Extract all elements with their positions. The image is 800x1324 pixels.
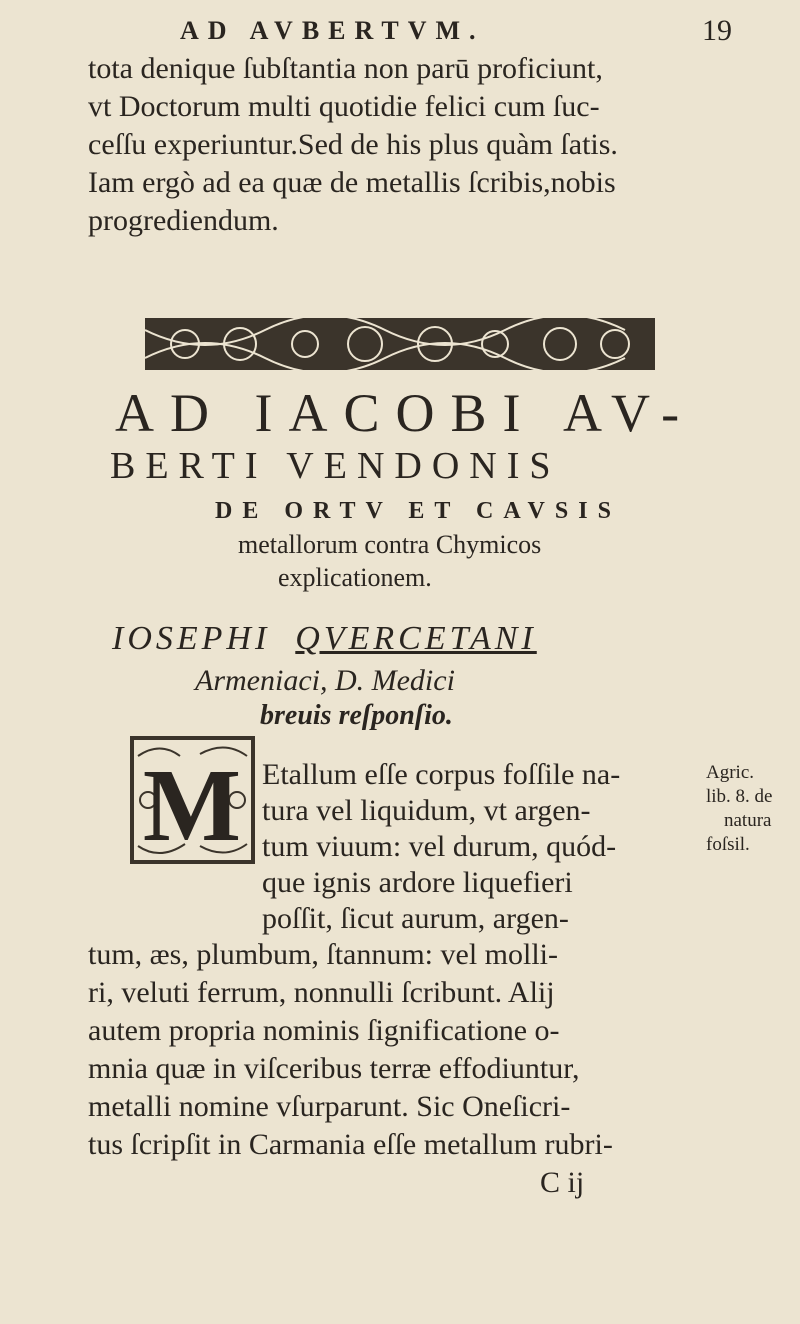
text-line: poſſit, ſicut aurum, argen- (262, 902, 569, 935)
text-line: tum viuum: vel durum, quód- (262, 830, 617, 863)
text-line: Iam ergò ad ea quæ de metallis ſcribis,nobis (88, 166, 616, 199)
author-last: QVERCETANI (295, 620, 537, 657)
text-line: Etallum eſſe corpus foſſile na- (262, 758, 621, 791)
margin-note-line: Agric. (706, 762, 755, 783)
author-line-3: breuis reſponſio. (260, 700, 453, 731)
author-first: IOSEPHI (112, 620, 271, 657)
text-line: tura vel liquidum, vt argen- (262, 794, 591, 827)
title-line-2: BERTI VENDONIS (110, 445, 561, 487)
text-line: tota denique ſubſtantia non parū proficiunt, (88, 52, 603, 85)
margin-note-line: natura (724, 810, 772, 831)
text-line: ri, veluti ferrum, nonnulli ſcribunt. Alij (88, 976, 555, 1009)
author-name (112, 620, 537, 658)
title-line-4: metallorum contra Chymicos (238, 530, 542, 559)
page-number: 19 (702, 14, 732, 47)
text-line: tus ſcripſit in Carmania eſſe metallum rubri- (88, 1128, 613, 1161)
margin-note-line: foſsil. (706, 834, 750, 855)
title-line-5: explicationem. (278, 563, 432, 592)
headpiece-ornament (145, 318, 655, 370)
title-line-3: DE ORTV ET CAVSIS (215, 498, 621, 524)
margin-note-line: lib. 8. de (706, 786, 773, 807)
title-line-1: AD IACOBI AV- (115, 383, 696, 443)
author-line-2: Armeniaci, D. Medici (195, 664, 455, 697)
text-line: metalli nomine vſurparunt. Sic Oneſicri- (88, 1090, 571, 1123)
text-line: vt Doctorum multi quotidie felici cum ſuc- (88, 90, 600, 123)
decorated-initial (130, 736, 255, 864)
initial-letter: M (142, 748, 242, 863)
text-line: mnia quæ in viſceribus terræ effodiuntur, (88, 1052, 580, 1085)
text-line: ceſſu experiuntur.Sed de his plus quàm ſatis. (88, 128, 618, 161)
text-line: progrediendum. (88, 204, 279, 237)
text-line: tum, æs, plumbum, ſtannum: vel molli- (88, 938, 558, 971)
running-head: AD AVBERTVM. (180, 16, 485, 45)
text-line: autem propria nominis ſignificatione o- (88, 1014, 560, 1047)
signature-mark: C ij (540, 1166, 585, 1199)
text-line: que ignis ardore liquefieri (262, 866, 573, 899)
